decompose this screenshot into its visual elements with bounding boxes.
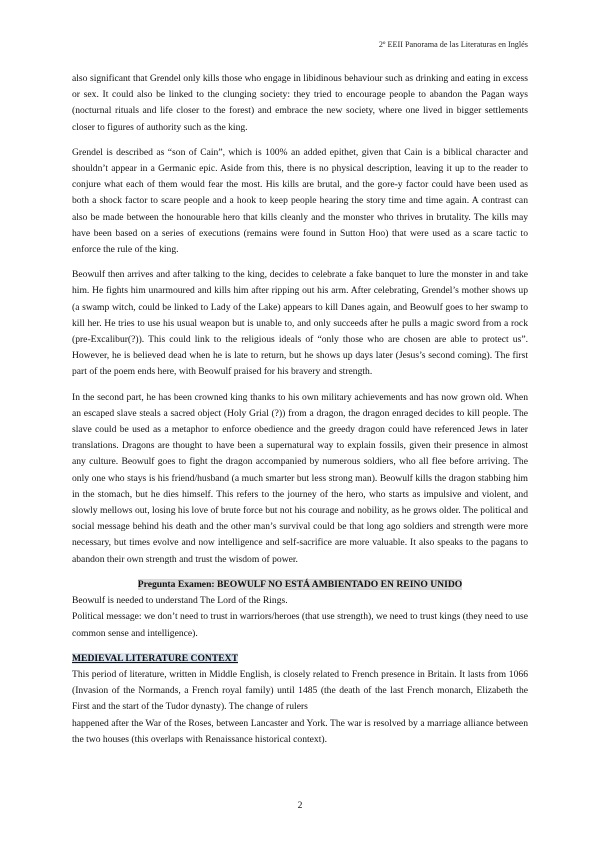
running-header: 2º EEII Panorama de las Literaturas en Inglés [378, 40, 528, 49]
paragraph-medieval-context-2: happened after the War of the Roses, between Lancaster and York. The war is resolved by a marriage alliance between the two houses (this overlaps with Renaissance historical context). [72, 717, 528, 745]
paragraph-medieval-context-1: This period of literature, written in Middle English, is closely related to French presence in Britain. It lasts from 1066 (Invasion of the Normands, a French royal family) until 1485 (the death of the last French monarch, Elizabeth the First and the start of the Tudor dynasty). The change of rulers [72, 668, 528, 713]
section-heading-medieval-context-text: MEDIEVAL LITERATURE CONTEXT [72, 652, 238, 664]
exam-question-heading-text: Pregunta Examen: BEOWULF NO ESTÁ AMBIENTADO EN REINO UNIDO [137, 578, 463, 590]
page-number: 2 [297, 800, 303, 811]
paragraph-grendel-libidinous: also significant that Grendel only kills those who engage in libidinous behaviour such as drinking and eating in excess or sex. It could also be linked to the clunging society: they tried to encourage people to abandon the Pagan ways (nocturnal rituals and life closer to the forest) and embrace the new society, where one lived in bigger settlements closer to figures of authority such as the king. [72, 73, 528, 133]
exam-note-line-political: Political message: we don’t need to trust in warriors/heroes (that use strength), we need to trust kings (they need to use common sense and intelligence). [72, 611, 528, 639]
section-heading-medieval-context [72, 651, 528, 667]
paragraph-grendel-son-of-cain: Grendel is described as “son of Cain”, which is 100% an added epithet, given that Cain is a biblical character and shouldn’t appear in a Germanic epic. Aside from this, there is no physical description, leaving it up to the reader to conjure what each of them would fear the most. His kills are brutal, and the gore-y factor could have been used as both a shock factor to scare people and a hook to keep people hearing the story time and time again. A contrast can also be made between the honourable hero that kills cleanly and the monster who thrives in brutality. The kills may have been based on a series of executions (remains were found in Sutton Hoo) that were used as a scare tactic to enforce the rule of the king. [72, 146, 528, 256]
exam-question-heading [72, 577, 528, 593]
paragraph-beowulf-first-part: Beowulf then arrives and after talking to the king, decides to celebrate a fake banquet to lure the monster in and take him. He fights him unarmoured and kills him after ripping out his arm. After celebrating, Grendel’s mother shows up (a swamp witch, could be linked to Lady of the Lake) appears to kill Danes again, and Beowulf goes to her swamp to kill her. He tries to use his usual weapon but is unable to, and only succeeds after he pulls a magic sword from a rock (pre-Excalibur(?)). This could link to the religious ideals of “only those who are chosen are able to protect us”. However, he is believed dead when he is late to return, but he shows up days later (Jesus’s second coming). The first part of the poem ends here, with Beowulf praised for his bravery and strength. [72, 269, 528, 378]
exam-note-line-lotr: Beowulf is needed to understand The Lord of the Rings. [72, 595, 288, 607]
page-body [72, 71, 528, 748]
paragraph-beowulf-second-part: In the second part, he has been crowned king thanks to his own military achievements and has now grown old. When an escaped slave steals a sacred object (Holy Grial (?)) from a dragon, the dragon enraged decides to kill people. The slave could be used as a metaphor to enforce obedience and the greedy dragon could have referenced Jews in later translations. Dragons are thought to have been a supernatural way to explain fossils, given their presence in almost any culture. Beowulf goes to fight the dragon accompanied by numerous soldiers, who all flee before arriving. The only one who stays is his friend/husband (a much smarter but less strong man). Beowulf kills the dragon stabbing him in the stomach, but he dies himself. This refers to the journey of the hero, who starts as impulsive and violent, and slowly mellows out, losing his love of brute force but not his courage and nobility, as he grows older. The political and social message behind his death and the other man’s survival could be that long ago soldiers and strength were more necessary, but times evolve and now intelligence and self-sacrifice are more valuable. It also speaks to the pagans to abandon their own strength and trust the wisdom of power. [72, 391, 528, 565]
